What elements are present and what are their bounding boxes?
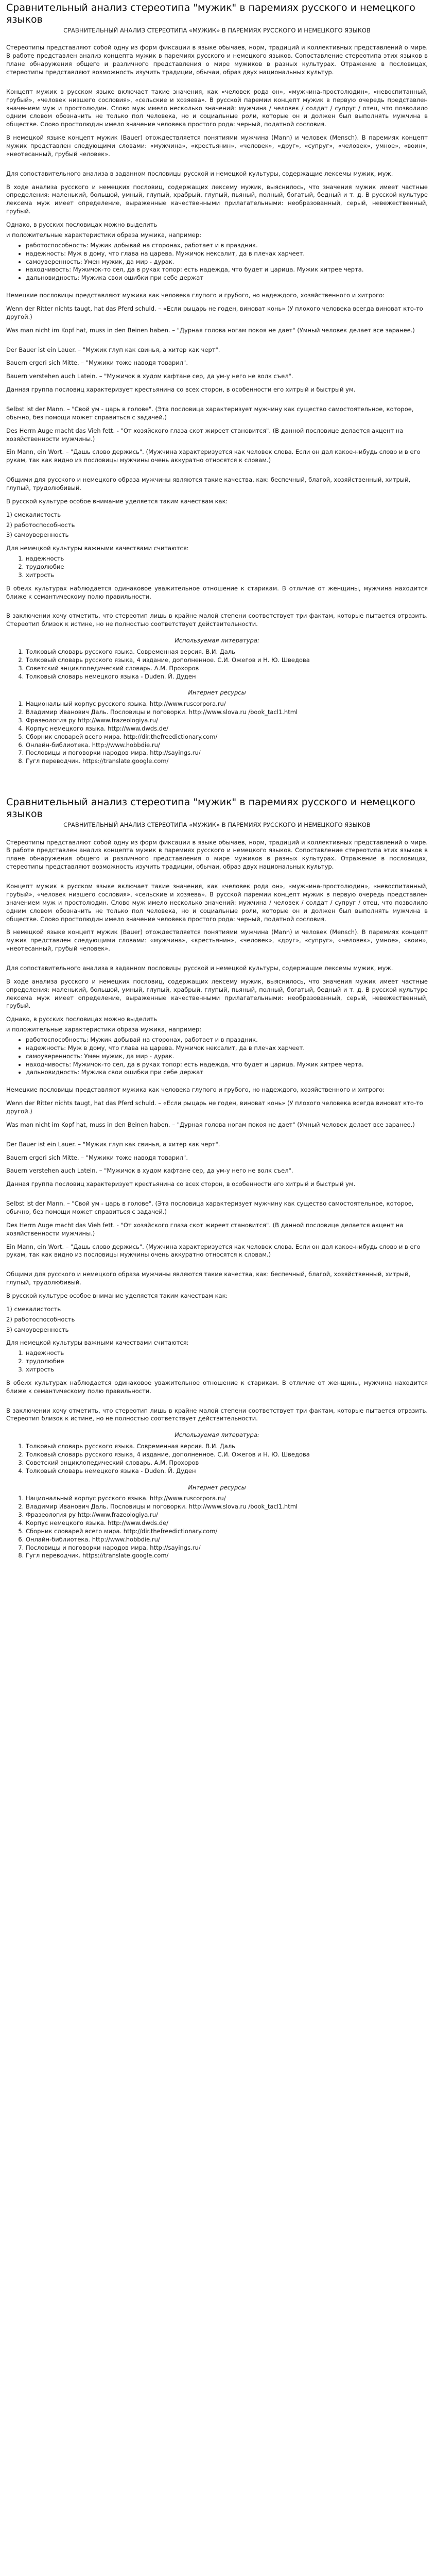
literature-heading: Используемая литература:: [175, 1431, 259, 1439]
body-paragraph: В заключении хочу отметить, что стереотип лишь в крайне малой степени соответствует три фактам, которые пытается отразить. Стереотип близок к истине, но не полностью соответствует действительности.: [6, 612, 428, 628]
body-paragraph: Bauern ergeri sich Mitte. – "Мужики тоже наводя товарил".: [6, 1154, 188, 1161]
body-paragraph: В немецкой языке концепт мужик (Bauer) отождествляется понятиями мужчина (Mann) и человек (Mensch). В паремиях концепт мужик представлен следующими словами: «мужчина», «крестьянин», «человек», «друг», «супруг», «человек», умное», «воин», «неотесанный, грубый человек».: [6, 928, 428, 953]
body-paragraph: Концепт мужик в русском языке включает такие значения, как «человек рода он», «мужчина-простолюдин», «невоспитанный, грубый», «человек низшего сословия», «сельские и хозяева». В русской паремии концепт мужик в первую очередь представлен значением муж и простолюдин. Слово муж имело несколько значений: мужчина / человек / солдат / супруг / отец, что позволило одним словом обозначить не только пол человека, но и социальные роли, которые он и должен был выполнять мужчина в обществе. Слово простолюдин имело значение человека простого рода: черный, податной сословия.: [6, 883, 428, 923]
article-copy-1: [6, 2, 428, 766]
list-item: • самоуверенность: Умен мужик, да мир - дурак.: [26, 258, 428, 266]
body-paragraph: В ходе анализа русского и немецких пословиц, содержащих лексему мужик, выяснилось, что значения мужик имеет частные определения: маленький, большой, умный, глупый, храбрый, глупый, пьяный, полный, богатый, бедный и т. д. В русской культуре лексема муж имеет определение, выраженные качественными прилагательными: необразованный, серый, невежественный, грубый.: [6, 977, 428, 1010]
literature-heading: Используемая литература:: [175, 637, 259, 645]
body-paragraph: Однако, в русских пословицах можно выделить: [6, 1015, 158, 1023]
list-item: 3. Советский энциклопедический словарь. А.М. Прохоров: [26, 1459, 428, 1467]
literature-list: [6, 648, 428, 681]
list-item: 6. Онлайн-библиотека. http://www.hobbdie.ru/: [26, 1536, 428, 1544]
article-title: Сравнительный анализ стереотипа "мужик" в паремиях русского и немецкого языков: [6, 796, 415, 820]
internet-list: [6, 1495, 428, 1560]
list-item: 4. Корпус немецкого языка. http://www.dwds.de/: [26, 725, 428, 733]
list-item: • находчивость: Мужичок-то сел, да в руках топор: есть надежда, что будет и царица. Мужик хитрее черта.: [26, 266, 428, 274]
body-paragraph: Der Bauer ist ein Lauer. – "Мужик глуп как свинья, а хитер как черт".: [6, 1140, 220, 1148]
body-paragraph: Данная группа пословиц характеризует крестьянина со всех сторон, в особенности его хитрый и быстрый ум.: [6, 1180, 356, 1188]
article-subtitle: СРАВНИТЕЛЬНЫЙ АНАЛИЗ СТЕРЕОТИПА «МУЖИК» В ПАРЕМИЯХ РУССКОГО И НЕМЕЦКОГО ЯЗЫКОВ: [63, 26, 371, 34]
body-paragraph: Bauern ergeri sich Mitte. – "Мужики тоже наводя товарил".: [6, 359, 188, 367]
body-paragraph: Данная группа пословиц характеризует крестьянина со всех сторон, в особенности его хитрый и быстрый ум.: [6, 386, 356, 394]
list-item: 4. Толковый словарь немецкого языка - Duden. Й. Дуден: [26, 1467, 428, 1476]
list-item: 7. Пословицы и поговорки народов мира. http://sayings.ru/: [26, 1544, 428, 1552]
list-item: 1. Национальный корпус русского языка. http://www.ruscorpora.ru/: [26, 1495, 428, 1503]
list-item: 1. надежность: [26, 555, 428, 563]
body-paragraph: В ходе анализа русского и немецких пословиц, содержащих лексему мужик, выяснилось, что значения мужик имеет частные определения: маленький, большой, умный, глупый, храбрый, глупый, пьяный, полный, богатый, бедный и т. д. В русской культуре лексема муж имеет определение, выраженные качественными прилагательными: необразованный, серый, невежественный, грубый.: [6, 183, 428, 215]
article-copy-2: [6, 796, 428, 1560]
list-item: 7. Пословицы и поговорки народов мира. http://sayings.ru/: [26, 749, 428, 757]
list-item: • надежность: Муж в дому, что глава на царева. Мужичок нексалит, да в плечах харчеет.: [26, 1044, 428, 1053]
list-item: 2. Владимир Иванович Даль. Пословицы и поговорки. http://www.slova.ru /book_tacl1.html: [26, 708, 428, 717]
body-paragraph: Для немецкой культуры важными качествами считаются:: [6, 545, 189, 552]
body-paragraph: В русской культуре особое внимание уделяется таким качествам как:: [6, 1292, 228, 1299]
list-item: 8. Гугл переводчик. https://translate.google.com/: [26, 757, 428, 766]
body-paragraph: Was man nicht im Kopf hat, muss in den Beinen haben. – "Дурная голова ногам покоя не дает" (Умный человек делает все заранее.): [6, 326, 415, 334]
list-item: 1. Толковый словарь русского языка. Современная версия. В.И. Даль: [26, 1443, 428, 1451]
body-paragraph: Немецкие пословицы представляют мужика как человека глупого и грубого, но надеждого, хозяйственного и хитрого:: [6, 1086, 385, 1094]
list-item: 3) самоуверенность: [6, 531, 69, 539]
list-item: 1. Толковый словарь русского языка. Современная версия. В.И. Даль: [26, 648, 428, 656]
list-item: 3) самоуверенность: [6, 1326, 69, 1333]
list-item: 1. надежность: [26, 1349, 428, 1358]
body-paragraph: Немецкие пословицы представляют мужика как человека глупого и грубого, но надеждого, хозяйственного и хитрого:: [6, 292, 385, 299]
list-item: 5. Сборник словарей всего мира. http://dir.thefreedictionary.com/: [26, 1528, 428, 1536]
bullet-list: [6, 242, 428, 282]
list-item: 3. Советский энциклопедический словарь. А.М. Прохоров: [26, 665, 428, 673]
list-item: 6. Онлайн-библиотека. http://www.hobbdie.ru/: [26, 741, 428, 750]
list-item: • работоспособность: Мужик добывай на сторонах, работает и в праздник.: [26, 1036, 428, 1044]
body-paragraph: В обеих культурах наблюдается одинаковое уважительное отношение к старикам. В отличие от женщины, мужчина находится ближе к семантическому полю правильности.: [6, 1379, 428, 1395]
list-item: 5. Сборник словарей всего мира. http://dir.thefreedictionary.com/: [26, 733, 428, 741]
list-item: • дальновидность: Мужика свои ошибки при себе держат: [26, 1069, 428, 1077]
article-subtitle: СРАВНИТЕЛЬНЫЙ АНАЛИЗ СТЕРЕОТИПА «МУЖИК» В ПАРЕМИЯХ РУССКОГО И НЕМЕЦКОГО ЯЗЫКОВ: [63, 821, 371, 828]
internet-list: [6, 700, 428, 766]
list-item: 3. Фразеология ру http://www.frazeologiya.ru/: [26, 1511, 428, 1519]
body-paragraph: Ein Mann, ein Wort. – "Дашь слово держись". (Мужчина характеризуется как человек слова. Если он дал какое-нибудь слово и в его рукам, так как видно из пословицы мужчины очень аккуратно относятся к словам.): [6, 448, 421, 464]
intro-paragraph: Стереотипы представляют собой одну из форм фиксации в языке обычаев, норм, традиций и коллективных представлений о мире. В работе представлен анализ концепта мужик в паремиях русского и немецкого языков. Сопоставление стереотипа этих языков в плане обнаружения общего и различного представления о мире мужиков в разных культурах. Отражение в пословицах, стереотипы представляют возможность изучить традиции, обычаи, образ двух национальных культур.: [6, 838, 428, 871]
body-paragraph: В обеих культурах наблюдается одинаковое уважительное отношение к старикам. В отличие от женщины, мужчина находится ближе к семантическому полю правильности.: [6, 584, 428, 600]
body-paragraph: Общими для русского и немецкого образа мужчины являются такие качества, как: беспечный, благой, хозяйственный, хитрый, глупый, трудолюбивый.: [6, 1270, 411, 1286]
list-item: 1) смекалистость: [6, 1305, 61, 1313]
body-paragraph: Selbst ist der Mann. – "Свой ум - царь в голове". (Эта пословица характеризует мужчину как существо самостоятельное, которое, обычно, без помощи может справиться с задачей.): [6, 405, 414, 421]
list-item: • работоспособность: Мужик добывай на сторонах, работает и в праздник.: [26, 242, 428, 250]
list-item: 1. Национальный корпус русского языка. http://www.ruscorpora.ru/: [26, 700, 428, 708]
bullet-list: [6, 1036, 428, 1077]
list-item: 3. хитрость: [26, 571, 428, 580]
list-item: • надежность: Муж в дому, что глава на царева. Мужичок нексалит, да в плечах харчеет.: [26, 250, 428, 258]
body-paragraph: Der Bauer ist ein Lauer. – "Мужик глуп как свинья, а хитер как черт".: [6, 346, 220, 353]
body-paragraph: Ein Mann, ein Wort. – "Дашь слово держись". (Мужчина характеризуется как человек слова. Если он дал какое-нибудь слово и в его рукам, так как видно из пословицы мужчины очень аккуратно относятся к словам.): [6, 1243, 421, 1259]
list-item: 1) смекалистость: [6, 511, 61, 518]
internet-heading: Интернет ресурсы: [188, 689, 246, 697]
article-title: Сравнительный анализ стереотипа "мужик" в паремиях русского и немецкого языков: [6, 2, 415, 25]
list-item: 2. Владимир Иванович Даль. Пословицы и поговорки. http://www.slova.ru /book_tacl1.html: [26, 1503, 428, 1511]
internet-heading: Интернет ресурсы: [188, 1483, 246, 1491]
list-item: 4. Корпус немецкого языка. http://www.dwds.de/: [26, 1519, 428, 1528]
body-paragraph: Des Herrn Auge macht das Vieh fett. - "От хозяйского глаза скот жиреет становится". (В данной пословице делается акцент на хозяйственности мужчины.): [6, 1221, 404, 1237]
body-paragraph: Для сопоставительного анализа в заданном пословицы русской и немецкой культуры, содержащие лексемы мужик, муж.: [6, 170, 393, 177]
body-paragraph: В немецкой языке концепт мужик (Bauer) отождествляется понятиями мужчина (Mann) и человек (Mensch). В паремиях концепт мужик представлен следующими словами: «мужчина», «крестьянин», «человек», «друг», «супруг», «человек», умное», «воин», «неотесанный, грубый человек».: [6, 134, 428, 158]
list-item: 3. Фразеология ру http://www.frazeologiya.ru/: [26, 717, 428, 725]
list-item: 8. Гугл переводчик. https://translate.google.com/: [26, 1552, 428, 1560]
body-paragraph: Bauern verstehen auch Latein. – "Мужичок в худом кафтане сер, да ум-у него не волк съел".: [6, 1167, 293, 1175]
body-paragraph: и положительные характеристики образа мужика, например:: [6, 231, 202, 239]
body-paragraph: Selbst ist der Mann. – "Свой ум - царь в голове". (Эта пословица характеризует мужчину как существо самостоятельное, которое, обычно, без помощи может справиться с задачей.): [6, 1200, 414, 1215]
list-item: 3. хитрость: [26, 1366, 428, 1374]
body-paragraph: Однако, в русских пословицах можно выделить: [6, 221, 158, 229]
body-paragraph: Was man nicht im Kopf hat, muss in den Beinen haben. – "Дурная голова ногам покоя не дает" (Умный человек делает все заранее.): [6, 1121, 415, 1128]
intro-paragraph: Стереотипы представляют собой одну из форм фиксации в языке обычаев, норм, традиций и коллективных представлений о мире. В работе представлен анализ концепта мужик в паремиях русского и немецкого языков. Сопоставление стереотипа этих языков в плане обнаружения общего и различного представления о мире мужиков в разных культурах. Отражение в пословицах, стереотипы представляют возможность изучить традиции, обычаи, образ двух национальных культур.: [6, 44, 428, 76]
body-paragraph: Wenn der Ritter nichts taugt, hat das Pferd schuld. – «Если рыцарь не годен, виноват конь» (У плохого человека всегда виноват кто-то другой.): [6, 304, 423, 320]
numbered-list: [6, 555, 428, 580]
body-paragraph: Для сопоставительного анализа в заданном пословицы русской и немецкой культуры, содержащие лексемы мужик, муж.: [6, 964, 393, 972]
list-item: 2. трудолюбие: [26, 1358, 428, 1366]
list-item: 4. Толковый словарь немецкого языка - Duden. Й. Дуден: [26, 673, 428, 681]
list-item: 2) работоспособность: [6, 1315, 75, 1323]
list-item: 2. Толковый словарь русского языка, 4 издание, дополненное. С.И. Ожегов и Н. Ю. Шведова: [26, 656, 428, 665]
list-item: 2. Толковый словарь русского языка, 4 издание, дополненное. С.И. Ожегов и Н. Ю. Шведова: [26, 1451, 428, 1459]
list-item: • дальновидность: Мужика свои ошибки при себе держат: [26, 274, 428, 282]
body-paragraph: В русской культуре особое внимание уделяется таким качествам как:: [6, 497, 228, 505]
literature-list: [6, 1443, 428, 1475]
body-paragraph: Концепт мужик в русском языке включает такие значения, как «человек рода он», «мужчина-простолюдин», «невоспитанный, грубый», «человек низшего сословия», «сельские и хозяева». В русской паремии концепт мужик в первую очередь представлен значением муж и простолюдин. Слово муж имело несколько значений: мужчина / человек / солдат / супруг / отец, что позволило одним словом обозначить не только пол человека, но и социальные роли, которые он и должен был выполнять мужчина в обществе. Слово простолюдин имело значение человека простого рода: черный, податной сословия.: [6, 88, 428, 128]
numbered-list: [6, 1349, 428, 1374]
body-paragraph: Для немецкой культуры важными качествами считаются:: [6, 1339, 189, 1347]
list-item: • самоуверенность: Умен мужик, да мир - дурак.: [26, 1053, 428, 1061]
body-paragraph: В заключении хочу отметить, что стереотип лишь в крайне малой степени соответствует три фактам, которые пытается отразить. Стереотип близок к истине, но не полностью соответствует действительности.: [6, 1406, 428, 1422]
list-item: 2. трудолюбие: [26, 563, 428, 571]
body-paragraph: Bauern verstehen auch Latein. – "Мужичок в худом кафтане сер, да ум-у него не волк съел".: [6, 372, 293, 380]
body-paragraph: Общими для русского и немецкого образа мужчины являются такие качества, как: беспечный, благой, хозяйственный, хитрый, глупый, трудолюбивый.: [6, 476, 411, 492]
body-paragraph: Wenn der Ritter nichts taugt, hat das Pferd schuld. – «Если рыцарь не годен, виноват конь» (У плохого человека всегда виноват кто-то другой.): [6, 1099, 423, 1115]
body-paragraph: Des Herrn Auge macht das Vieh fett. - "От хозяйского глаза скот жиреет становится". (В данной пословице делается акцент на хозяйственности мужчины.): [6, 427, 404, 443]
body-paragraph: и положительные характеристики образа мужика, например:: [6, 1026, 202, 1033]
list-item: • находчивость: Мужичок-то сел, да в руках топор: есть надежда, что будет и царица. Мужик хитрее черта.: [26, 1061, 428, 1069]
list-item: 2) работоспособность: [6, 521, 75, 529]
